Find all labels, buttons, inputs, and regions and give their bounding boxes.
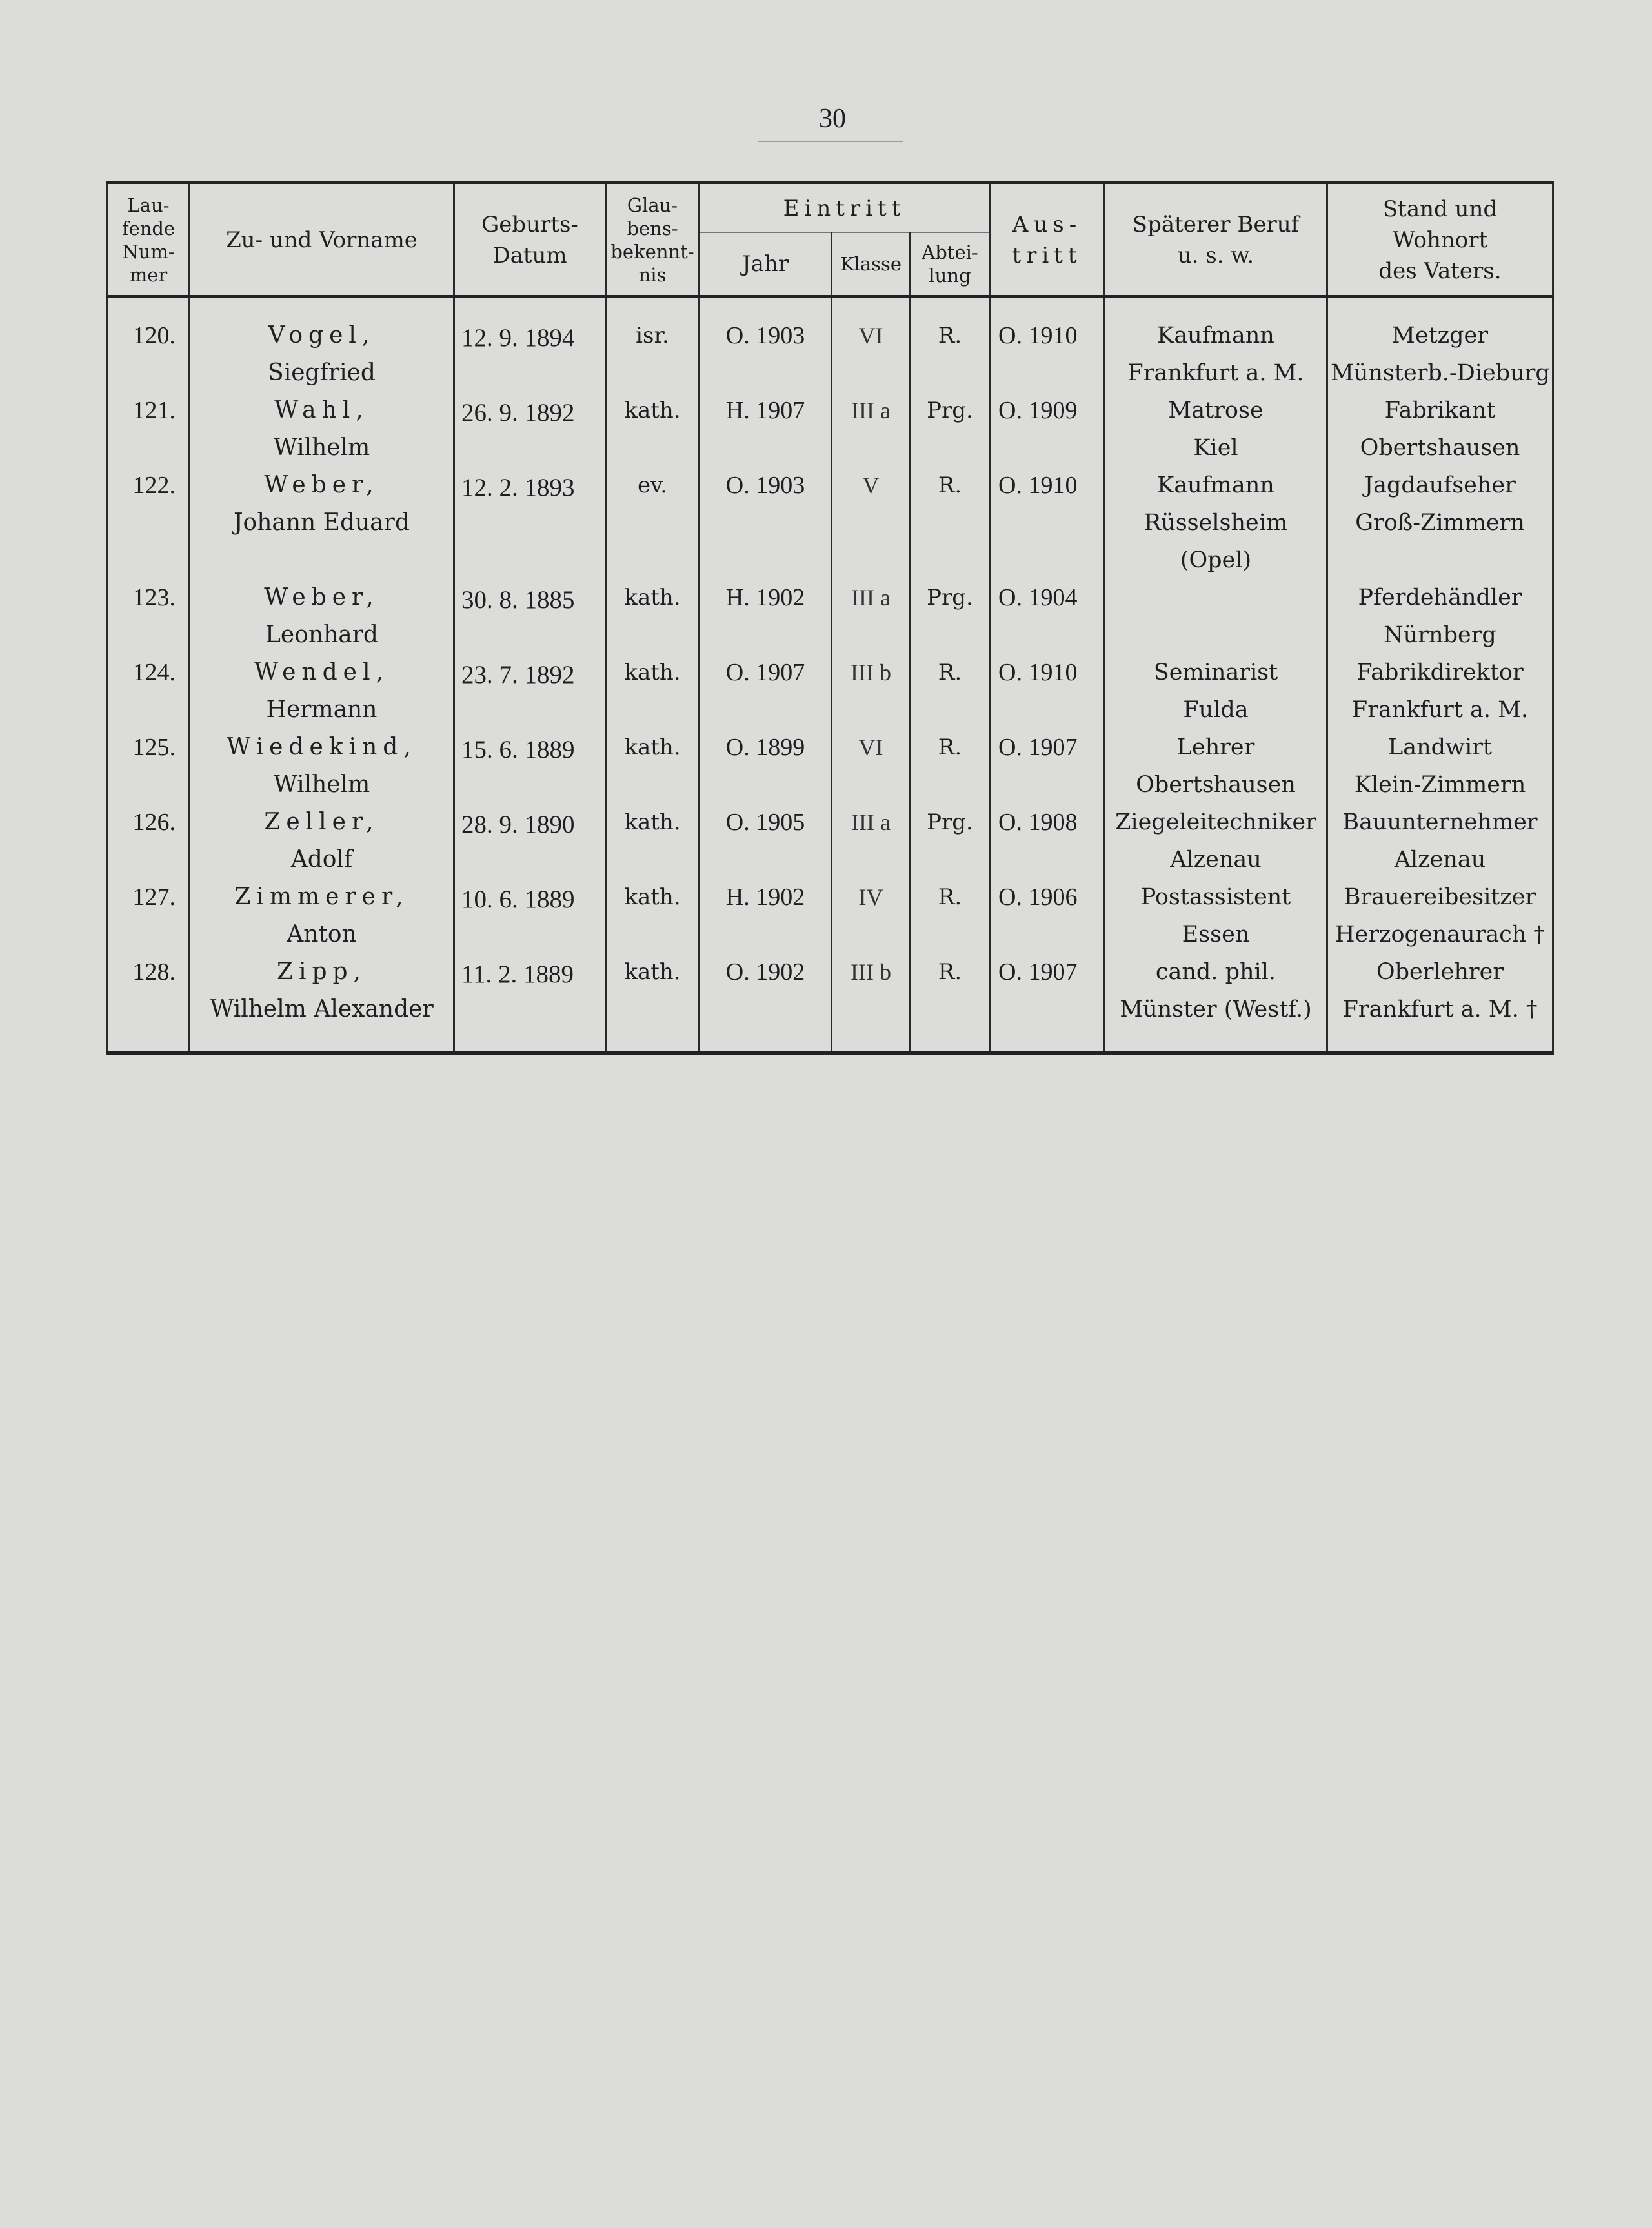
table-row [108, 953, 1553, 1053]
father-line: Fabrikant [1384, 398, 1496, 423]
father-line: Brauereibesitzer [1344, 884, 1536, 910]
row-number: 121. [108, 392, 190, 467]
profession-line: Kaufmann [1157, 472, 1274, 498]
firstname: Wilhelm [273, 434, 370, 461]
table-row [108, 392, 1553, 467]
exit-date: O. 1910 [990, 467, 1105, 579]
entry-department: R. [911, 654, 990, 729]
later-profession [1105, 729, 1327, 804]
header-beruf: Späterer Beruf u. s. w. [1105, 183, 1327, 297]
religion: kath. [606, 729, 700, 804]
profession-line: Fulda [1183, 697, 1249, 723]
surname: Wendel, [254, 659, 389, 685]
header-name: Zu- und Vorname [190, 183, 454, 297]
later-profession [1105, 654, 1327, 729]
religion: isr. [606, 317, 700, 392]
surname: Zipp, [276, 958, 367, 985]
religion: kath. [606, 392, 700, 467]
row-number: 127. [108, 878, 190, 953]
profession-line: Kaufmann [1157, 323, 1274, 349]
table-row [108, 467, 1553, 579]
firstname: Wilhelm [273, 771, 370, 798]
entry-class: III a [832, 579, 911, 654]
entry-department: Prg. [911, 392, 990, 467]
profession-line: Kiel [1193, 435, 1238, 461]
later-profession [1105, 953, 1327, 1053]
profession-line: Ziegeleitechniker [1115, 809, 1316, 835]
birth-date: 23. 7. 1892 [454, 654, 606, 729]
father-line: Frankfurt a. M. [1351, 697, 1529, 723]
header-year: Jahr [700, 232, 832, 296]
entry-class: III b [832, 654, 911, 729]
father-status-residence [1327, 729, 1553, 804]
father-status-residence [1327, 878, 1553, 953]
profession-line: Münster (Westf.) [1120, 997, 1312, 1022]
header-austritt: Aus- tritt [990, 183, 1105, 297]
later-profession [1105, 317, 1327, 392]
surname: Weber, [264, 472, 379, 498]
surname: Weber, [264, 584, 379, 611]
row-number: 124. [108, 654, 190, 729]
exit-date: O. 1908 [990, 804, 1105, 878]
birth-date: 15. 6. 1889 [454, 729, 606, 804]
father-line: Alzenau [1394, 847, 1486, 873]
later-profession [1105, 392, 1327, 467]
father-line: Bauunternehmer [1342, 809, 1538, 835]
father-line: Jagdaufseher [1364, 472, 1516, 498]
table-row [108, 804, 1553, 878]
father-line: Groß-Zimmern [1355, 510, 1525, 536]
entry-class: IV [832, 878, 911, 953]
birth-date: 30. 8. 1885 [454, 579, 606, 654]
entry-year: O. 1903 [700, 317, 832, 392]
father-status-residence [1327, 467, 1553, 579]
header-birthdate: Geburts- Datum [454, 183, 606, 297]
religion: ev. [606, 467, 700, 579]
entry-class: V [832, 467, 911, 579]
surname: Vogel, [268, 322, 376, 349]
row-number: 125. [108, 729, 190, 804]
header-eintritt: Eintritt [700, 183, 990, 233]
entry-year: H. 1907 [700, 392, 832, 467]
entry-department: R. [911, 953, 990, 1053]
entry-year: O. 1903 [700, 467, 832, 579]
entry-class: VI [832, 317, 911, 392]
entry-year: O. 1905 [700, 804, 832, 878]
later-profession [1105, 804, 1327, 878]
father-status-residence [1327, 392, 1553, 467]
surname: Zeller, [264, 809, 379, 835]
row-number: 120. [108, 317, 190, 392]
profession-line: Alzenau [1170, 847, 1262, 873]
row-number: 122. [108, 467, 190, 579]
page-number: 30 [819, 104, 846, 134]
student-name [190, 804, 454, 878]
entry-year: O. 1902 [700, 953, 832, 1053]
religion: kath. [606, 654, 700, 729]
entry-class: III b [832, 953, 911, 1053]
firstname: Anton [287, 921, 357, 947]
entry-class: VI [832, 729, 911, 804]
table-row [108, 317, 1553, 392]
later-profession [1105, 579, 1327, 654]
entry-department: R. [911, 317, 990, 392]
firstname: Wilhelm Alexander [210, 996, 434, 1022]
header-vater: Stand und Wohnort des Vaters. [1327, 183, 1553, 297]
table-row [108, 654, 1553, 729]
surname: Zimmerer, [234, 884, 409, 910]
firstname: Adolf [290, 846, 353, 873]
profession-line: Essen [1182, 922, 1250, 947]
entry-department: Prg. [911, 579, 990, 654]
row-number: 126. [108, 804, 190, 878]
table-row [108, 878, 1553, 953]
header-nr: Lau- fende Num- mer [108, 183, 190, 297]
father-status-residence [1327, 654, 1553, 729]
father-line: Fabrikdirektor [1356, 660, 1524, 685]
later-profession [1105, 467, 1327, 579]
father-line: Frankfurt a. M. † [1342, 997, 1538, 1022]
religion: kath. [606, 579, 700, 654]
entry-department: R. [911, 729, 990, 804]
profession-line: Postassistent [1140, 884, 1291, 910]
entry-year: H. 1902 [700, 878, 832, 953]
student-name [190, 953, 454, 1053]
later-profession [1105, 878, 1327, 953]
profession-line: Frankfurt a. M. [1127, 360, 1304, 386]
table-row [108, 579, 1553, 654]
firstname: Siegfried [268, 360, 376, 386]
exit-date: O. 1909 [990, 392, 1105, 467]
student-name [190, 317, 454, 392]
birth-date: 26. 9. 1892 [454, 392, 606, 467]
religion: kath. [606, 953, 700, 1053]
student-name [190, 467, 454, 579]
profession-line: Rüsselsheim [1143, 510, 1288, 536]
exit-date: O. 1906 [990, 878, 1105, 953]
surname: Wiedekind, [227, 734, 417, 760]
header-religion: Glau- bens- bekennt- nis [606, 183, 700, 297]
father-line: Herzogenaurach † [1335, 922, 1545, 947]
father-line: Metzger [1392, 323, 1488, 349]
entry-year: O. 1899 [700, 729, 832, 804]
exit-date: O. 1910 [990, 317, 1105, 392]
birth-date: 12. 2. 1893 [454, 467, 606, 579]
religion: kath. [606, 878, 700, 953]
firstname: Johann Eduard [234, 509, 410, 536]
profession-line: Seminarist [1153, 660, 1278, 685]
entry-class: III a [832, 392, 911, 467]
entry-year: H. 1902 [700, 579, 832, 654]
exit-date: O. 1910 [990, 654, 1105, 729]
table-row [108, 729, 1553, 804]
father-line: Münsterb.-Dieburg [1331, 360, 1550, 386]
father-line: Landwirt [1387, 734, 1492, 760]
row-number: 123. [108, 579, 190, 654]
profession-line: (Opel) [1180, 547, 1252, 573]
row-number: 128. [108, 953, 190, 1053]
student-register-table [106, 181, 1552, 1055]
birth-date: 11. 2. 1889 [454, 953, 606, 1053]
father-status-residence [1327, 953, 1553, 1053]
father-status-residence [1327, 579, 1553, 654]
entry-year: O. 1907 [700, 654, 832, 729]
exit-date: O. 1904 [990, 579, 1105, 654]
student-name [190, 878, 454, 953]
father-status-residence [1327, 317, 1553, 392]
surname: Wahl, [274, 397, 369, 423]
firstname: Hermann [266, 696, 378, 723]
entry-department: Prg. [911, 804, 990, 878]
father-line: Oberlehrer [1376, 959, 1504, 985]
religion: kath. [606, 804, 700, 878]
entry-department: R. [911, 467, 990, 579]
header-class: Klasse [832, 232, 911, 296]
firstname: Leonhard [265, 622, 378, 648]
father-line: Pferdehändler [1358, 585, 1522, 611]
profession-line: Matrose [1168, 398, 1264, 423]
father-line: Klein-Zimmern [1354, 772, 1526, 798]
profession-line: Lehrer [1176, 734, 1255, 760]
student-name [190, 392, 454, 467]
student-name [190, 579, 454, 654]
birth-date: 10. 6. 1889 [454, 878, 606, 953]
father-line: Obertshausen [1360, 435, 1520, 461]
father-status-residence [1327, 804, 1553, 878]
profession-line: Obertshausen [1136, 772, 1296, 798]
entry-class: III a [832, 804, 911, 878]
header-abteilung: Abtei- lung [911, 232, 990, 296]
entry-department: R. [911, 878, 990, 953]
profession-line: cand. phil. [1155, 959, 1276, 985]
exit-date: O. 1907 [990, 953, 1105, 1053]
student-name [190, 729, 454, 804]
birth-date: 12. 9. 1894 [454, 317, 606, 392]
birth-date: 28. 9. 1890 [454, 804, 606, 878]
page-number-rule [758, 141, 903, 142]
exit-date: O. 1907 [990, 729, 1105, 804]
father-line: Nürnberg [1384, 622, 1496, 648]
student-name [190, 654, 454, 729]
